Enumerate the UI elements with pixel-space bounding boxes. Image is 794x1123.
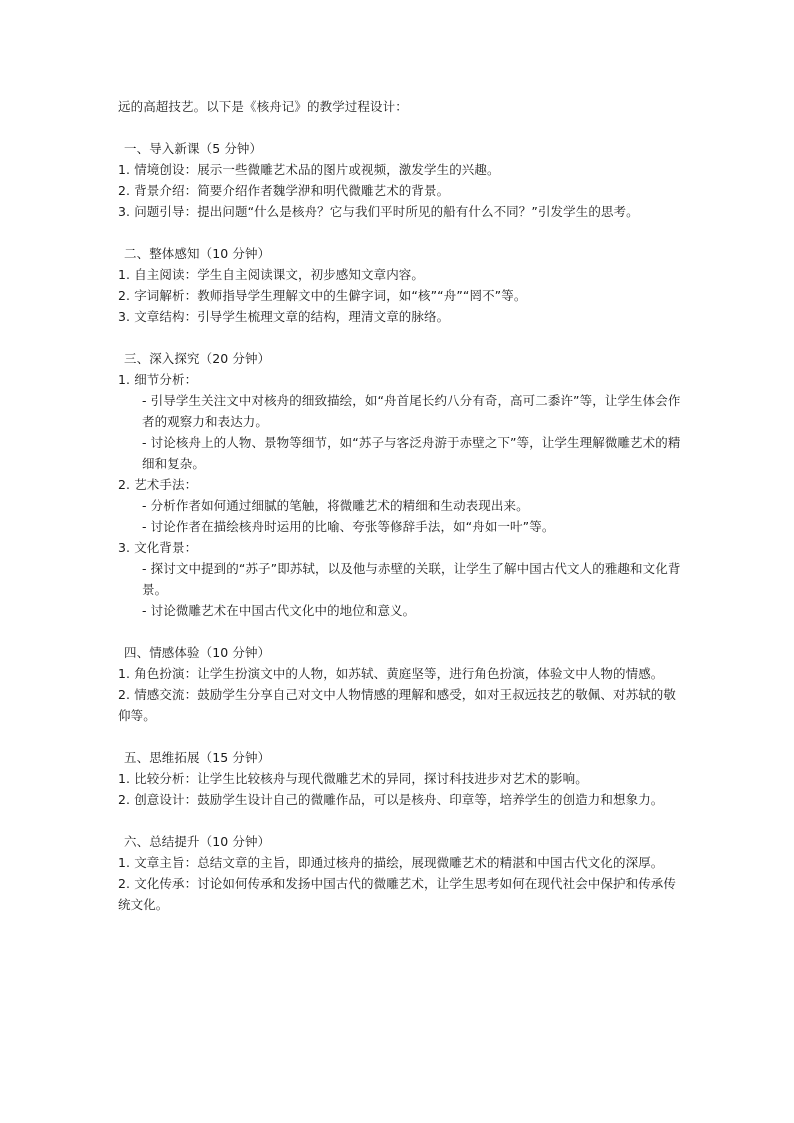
section-deep-inquiry xyxy=(118,348,688,621)
sub-item: - 分析作者如何通过细腻的笔触，将微雕艺术的精细和生动表现出来。 xyxy=(142,498,529,513)
section-heading: 一、导入新课（5 分钟） xyxy=(124,141,263,156)
sub-item: - 讨论作者在描绘核舟时运用的比喻、夸张等修辞手法，如“舟如一叶”等。 xyxy=(142,519,555,534)
list-item: 3. 文化背景： xyxy=(118,540,198,555)
document-page xyxy=(118,96,688,936)
intro-paragraph: 远的高超技艺。以下是《核舟记》的教学过程设计： xyxy=(118,99,408,114)
list-item: 1. 细节分析： xyxy=(118,372,198,387)
sub-item: - 探讨文中提到的“苏子”即苏轼，以及他与赤壁的关联，让学生了解中国古代文人的雅趣和文化背景。 xyxy=(142,561,681,597)
section-heading: 四、情感体验（10 分钟） xyxy=(124,645,271,660)
list-item: 2. 字词解析：教师指导学生理解文中的生僻字词，如“核”“舟”“罔不”等。 xyxy=(118,288,527,303)
list-item: 2. 创意设计：鼓励学生设计自己的微雕作品，可以是核舟、印章等，培养学生的创造力和想象力。 xyxy=(118,792,664,807)
section-summary xyxy=(118,831,688,915)
list-item: 3. 问题引导：提出问题“什么是核舟？它与我们平时所见的船有什么不同？”引发学生的思考。 xyxy=(118,204,639,219)
sub-item: - 引导学生关注文中对核舟的细致描绘，如“舟首尾长约八分有奇，高可二黍许”等，让学生体会作者的观察力和表达力。 xyxy=(142,393,681,429)
list-item: 3. 文章结构：引导学生梳理文章的结构，理清文章的脉络。 xyxy=(118,309,450,324)
sub-item: - 讨论微雕艺术在中国古代文化中的地位和意义。 xyxy=(142,603,416,618)
list-item: 1. 情境创设：展示一些微雕艺术品的图片或视频，激发学生的兴趣。 xyxy=(118,162,500,177)
list-item: 1. 比较分析：让学生比较核舟与现代微雕艺术的异同，探讨科技进步对艺术的影响。 xyxy=(118,771,588,786)
sub-item: - 讨论核舟上的人物、景物等细节，如“苏子与客泛舟游于赤壁之下”等，让学生理解微雕艺术的精细和复杂。 xyxy=(142,435,681,471)
list-item: 1. 角色扮演：让学生扮演文中的人物，如苏轼、黄庭坚等，进行角色扮演，体验文中人物的情感。 xyxy=(118,666,664,681)
list-item: 2. 背景介绍：简要介绍作者魏学洢和明代微雕艺术的背景。 xyxy=(118,183,450,198)
section-emotional-experience xyxy=(118,642,688,726)
section-heading: 六、总结提升（10 分钟） xyxy=(124,834,271,849)
section-overall-perception xyxy=(118,243,688,327)
section-intro-lesson xyxy=(118,138,688,222)
section-heading: 三、深入探究（20 分钟） xyxy=(124,351,271,366)
list-item: 2. 艺术手法： xyxy=(118,477,198,492)
section-thinking-extension xyxy=(118,747,688,810)
section-heading: 五、思维拓展（15 分钟） xyxy=(124,750,271,765)
list-item: 1. 自主阅读：学生自主阅读课文，初步感知文章内容。 xyxy=(118,267,425,282)
list-item: 1. 文章主旨：总结文章的主旨，即通过核舟的描绘，展现微雕艺术的精湛和中国古代文化的深厚。 xyxy=(118,855,664,870)
section-heading: 二、整体感知（10 分钟） xyxy=(124,246,271,261)
list-item: 2. 情感交流：鼓励学生分享自己对文中人物情感的理解和感受，如对王叔远技艺的敬佩、对苏轼的敬仰等。 xyxy=(118,687,677,723)
list-item: 2. 文化传承：讨论如何传承和发扬中国古代的微雕艺术，让学生思考如何在现代社会中保护和传承传统文化。 xyxy=(118,876,677,912)
